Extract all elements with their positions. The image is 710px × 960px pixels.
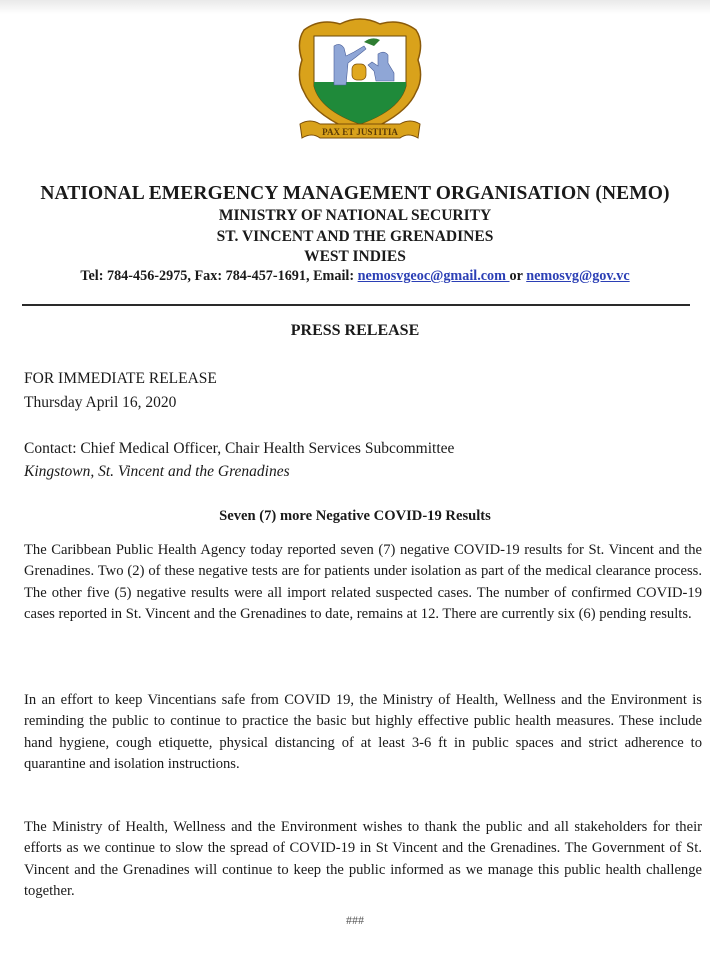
end-mark: ### (346, 913, 364, 927)
release-date: Thursday April 16, 2020 (24, 394, 177, 411)
press-release-title: PRESS RELEASE (290, 322, 420, 339)
contact-line-cmo: Contact: Chief Medical Officer, Chair Health Services Subcommittee (24, 440, 455, 457)
paragraph-results: The Caribbean Public Health Agency today reported seven (7) negative COVID-19 results for St. Vincent and the Grenadines. Two (2) of these negative tests are for patients under isolation as part of the medical clearance process. The other five (5) negative results were all import related suspected cases. The number of confirmed COVID-19 cases reported in St. Vincent and the Grenadines to date, remains at 12. There are currently six (6) pending results. (24, 542, 702, 623)
header-divider (22, 304, 690, 306)
contact-line (0, 268, 710, 285)
or-text: or (509, 268, 527, 284)
email-link-nemosvg[interactable]: nemosvg@gov.vc (526, 268, 630, 284)
paragraph-measures: In an effort to keep Vincentians safe from COVID 19, the Ministry of Health, Wellness and the Environment is reminding the public to continue to practice the basic but highly effective public health measures. These include hand hygiene, cough etiquette, physical distancing of at least 3-6 ft in public spaces and strict adherence to quarantine and isolation instructions. (24, 692, 702, 773)
location-line: Kingstown, St. Vincent and the Grenadines (24, 463, 290, 480)
phone-fax-text: Tel: 784-456-2975, Fax: 784-457-1691, Email: (80, 268, 358, 284)
email-link-nemosvgeoc[interactable]: nemosvgeoc@gmail.com (357, 268, 510, 284)
paragraph-thanks: The Ministry of Health, Wellness and the Environment wishes to thank the public and all stakeholders for their efforts as we continue to slow the spread of COVID-19 in St Vincent and the Grenadines. The Government of St. Vincent and the Grenadines will continue to keep the public informed as we manage this public health challenge together. (24, 819, 702, 900)
coat-of-arms-crest (290, 12, 430, 147)
country-name: ST. VINCENT AND THE GRENADINES (216, 228, 494, 245)
release-subject: Seven (7) more Negative COVID-19 Results (219, 508, 491, 524)
region-name: WEST INDIES (304, 248, 406, 265)
organisation-name: NATIONAL EMERGENCY MANAGEMENT ORGANISATION (NEMO) (40, 183, 670, 204)
immediate-release-label: FOR IMMEDIATE RELEASE (24, 370, 217, 387)
ministry-name: MINISTRY OF NATIONAL SECURITY (218, 207, 492, 224)
crest-motto: PAX ET JUSTITIA (322, 127, 398, 137)
